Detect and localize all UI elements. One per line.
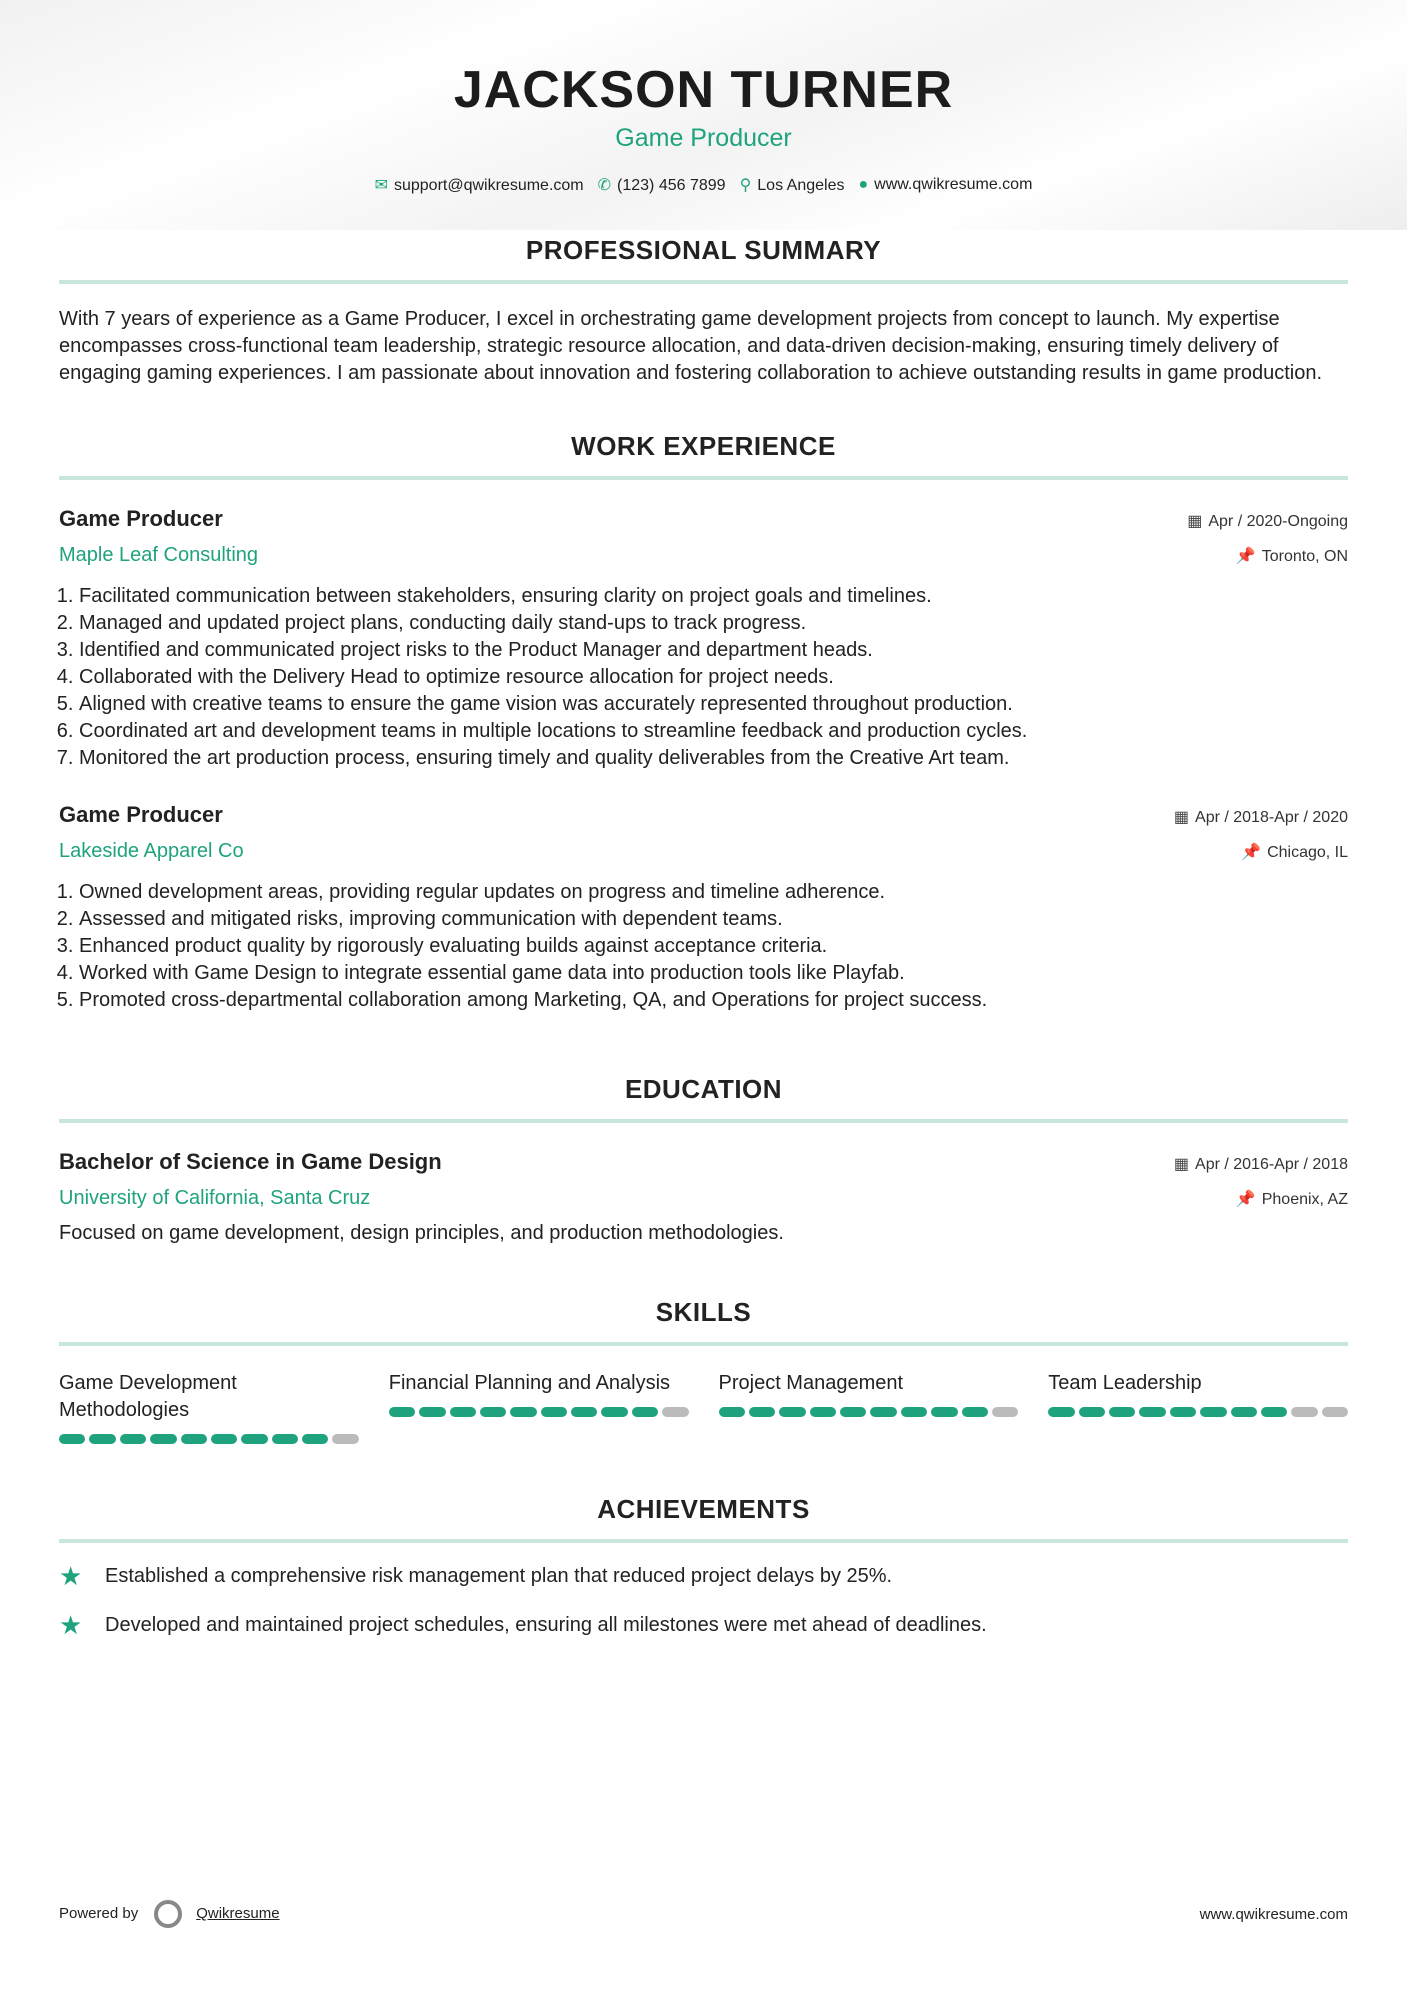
company: Maple Leaf Consulting	[59, 544, 259, 566]
skill-level-segment	[120, 1434, 146, 1444]
skill-level-segment	[1291, 1407, 1317, 1417]
pin-icon: 📌	[1241, 844, 1262, 861]
section-divider	[59, 1342, 1348, 1346]
skill-name: Project Management	[718, 1372, 904, 1394]
section-divider	[59, 476, 1348, 480]
email[interactable]: support@qwikresume.com	[393, 177, 584, 194]
list-item: 3. Identified and communicated project risks to the Product Manager and department heads.	[79, 637, 1348, 664]
contact-bar	[59, 175, 1348, 195]
star-icon: ★	[59, 1561, 83, 1591]
list-item: 3. Enhanced product quality by rigorously evaluating builds against acceptance criteria.	[79, 933, 1348, 960]
skill-rating-bar	[59, 1434, 359, 1444]
education-description: Focused on game development, design principles, and production methodologies.	[59, 1222, 784, 1244]
skill-level-segment	[59, 1434, 85, 1444]
skill-item	[389, 1370, 689, 1444]
calendar-icon: ▦	[1173, 1156, 1190, 1173]
job-title: Game Producer	[59, 802, 223, 827]
envelope-icon: ✉	[374, 177, 388, 194]
job-date: Apr / 2018-Apr / 2020	[1195, 809, 1348, 826]
company: Lakeside Apparel Co	[59, 840, 244, 862]
skill-level-segment	[1322, 1407, 1348, 1417]
list-item: 4. Worked with Game Design to integrate essential game data into production tools like Playfab.	[79, 960, 1348, 987]
job-location: Toronto, ON	[1261, 548, 1348, 565]
globe-icon: ●	[858, 176, 869, 193]
education-entry	[59, 1149, 1348, 1247]
skill-level-segment	[1170, 1407, 1196, 1417]
section-heading-achievements: ACHIEVEMENTS	[597, 1494, 810, 1524]
website[interactable]: www.qwikresume.com	[874, 176, 1033, 193]
map-pin-icon: ⚲	[739, 177, 752, 194]
skill-level-segment	[931, 1407, 957, 1417]
list-item: 7. Monitored the art production process, ensuring timely and quality deliverables from the Creative Art team.	[79, 745, 1348, 772]
star-icon: ★	[59, 1610, 83, 1640]
skill-level-segment	[1200, 1407, 1226, 1417]
skill-name: Financial Planning and Analysis	[388, 1372, 671, 1394]
location: Los Angeles	[757, 177, 845, 194]
section-heading-skills: SKILLS	[655, 1297, 752, 1327]
list-item: 6. Coordinated art and development teams in multiple locations to streamline feedback and production cycles.	[79, 718, 1348, 745]
skill-item	[1048, 1370, 1348, 1444]
skill-level-segment	[419, 1407, 445, 1417]
calendar-icon: ▦	[1187, 513, 1203, 530]
skill-level-segment	[601, 1407, 627, 1417]
job-title: Game Producer	[59, 506, 223, 531]
skill-rating-bar	[719, 1407, 1019, 1417]
skill-item	[59, 1370, 359, 1444]
skill-level-segment	[810, 1407, 836, 1417]
skill-level-segment	[1109, 1407, 1135, 1417]
section-divider	[59, 1119, 1348, 1123]
skill-level-segment	[1231, 1407, 1257, 1417]
section-divider	[59, 280, 1348, 284]
candidate-name: JACKSON TURNER	[453, 61, 954, 119]
skill-level-segment	[992, 1407, 1018, 1417]
brand-link[interactable]: Qwikresume	[196, 1904, 280, 1922]
skill-level-segment	[241, 1434, 267, 1444]
list-item: 5. Aligned with creative teams to ensure the game vision was accurately represented throughout production.	[79, 691, 1348, 718]
skill-level-segment	[510, 1407, 536, 1417]
list-item: 5. Promoted cross-departmental collaboration among Marketing, QA, and Operations for project success.	[79, 987, 1348, 1014]
achievement-item	[59, 1610, 1348, 1641]
school: University of California, Santa Cruz	[59, 1187, 371, 1209]
skill-level-segment	[150, 1434, 176, 1444]
list-item: 1. Owned development areas, providing regular updates on progress and timeline adherence.	[79, 879, 1348, 906]
skill-level-segment	[571, 1407, 597, 1417]
skill-name: Team Leadership	[1048, 1372, 1202, 1394]
education-location: Phoenix, AZ	[1261, 1191, 1348, 1208]
skill-item	[719, 1370, 1019, 1444]
pin-icon: 📌	[1235, 1191, 1256, 1208]
responsibility-list	[59, 583, 1348, 772]
calendar-icon: ▦	[1173, 809, 1190, 826]
pin-icon: 📌	[1235, 548, 1256, 565]
skill-level-segment	[779, 1407, 805, 1417]
candidate-title: Game Producer	[615, 124, 792, 152]
list-item: 4. Collaborated with the Delivery Head to optimize resource allocation for project needs.	[79, 664, 1348, 691]
achievement-item	[59, 1561, 1348, 1592]
skill-level-segment	[1048, 1407, 1074, 1417]
footer	[59, 1900, 1348, 1928]
skill-level-segment	[1261, 1407, 1287, 1417]
skill-level-segment	[272, 1434, 298, 1444]
skill-level-segment	[662, 1407, 688, 1417]
skill-level-segment	[962, 1407, 988, 1417]
skill-rating-bar	[389, 1407, 689, 1417]
skill-level-segment	[211, 1434, 237, 1444]
job-location: Chicago, IL	[1267, 844, 1348, 861]
section-heading-work: WORK EXPERIENCE	[571, 431, 836, 461]
job-entry	[59, 506, 1348, 772]
skill-level-segment	[480, 1407, 506, 1417]
skill-level-segment	[632, 1407, 658, 1417]
job-date: Apr / 2020-Ongoing	[1208, 513, 1348, 530]
skill-level-segment	[870, 1407, 896, 1417]
footer-website[interactable]: www.qwikresume.com	[1199, 1905, 1348, 1923]
section-heading-education: EDUCATION	[624, 1074, 783, 1104]
summary-text: With 7 years of experience as a Game Producer, I excel in orchestrating game development projects from concept to launch. My expertise encompasses cross-functional team leadership, strategic resource allocation, and data-driven decision-making, ensuring timely delivery of engaging gaming experiences. I am passionate about innovation and fostering collaboration to achieve outstanding results in game production.	[59, 308, 1323, 384]
skill-level-segment	[389, 1407, 415, 1417]
skill-level-segment	[749, 1407, 775, 1417]
skill-level-segment	[450, 1407, 476, 1417]
skill-level-segment	[719, 1407, 745, 1417]
skill-level-segment	[840, 1407, 866, 1417]
responsibility-list	[59, 879, 1348, 1014]
achievement-text: Established a comprehensive risk management plan that reduced project delays by 25%.	[105, 1565, 893, 1587]
phone: (123) 456 7899	[617, 177, 726, 194]
skill-level-segment	[332, 1434, 358, 1444]
list-item: 2. Managed and updated project plans, conducting daily stand-ups to track progress.	[79, 610, 1348, 637]
phone-icon: ✆	[597, 177, 612, 194]
skill-level-segment	[901, 1407, 927, 1417]
skill-rating-bar	[1048, 1407, 1348, 1417]
skill-level-segment	[181, 1434, 207, 1444]
skill-level-segment	[1079, 1407, 1105, 1417]
skill-level-segment	[1139, 1407, 1165, 1417]
qwikresume-logo-icon	[154, 1900, 182, 1928]
skill-name: Game Development Methodologies	[59, 1372, 237, 1421]
achievement-text: Developed and maintained project schedules, ensuring all milestones were met ahead of deadlines.	[105, 1614, 987, 1636]
list-item: 2. Assessed and mitigated risks, improving communication with dependent teams.	[79, 906, 1348, 933]
skill-level-segment	[541, 1407, 567, 1417]
job-entry	[59, 802, 1348, 1014]
powered-by: Powered by	[59, 1904, 139, 1922]
degree: Bachelor of Science in Game Design	[59, 1149, 442, 1174]
education-date: Apr / 2016-Apr / 2018	[1195, 1156, 1348, 1173]
section-divider	[59, 1539, 1348, 1543]
list-item: 1. Facilitated communication between stakeholders, ensuring clarity on project goals and timelines.	[79, 583, 1348, 610]
section-heading-summary: PROFESSIONAL SUMMARY	[525, 235, 882, 265]
skill-level-segment	[302, 1434, 328, 1444]
skill-level-segment	[89, 1434, 115, 1444]
